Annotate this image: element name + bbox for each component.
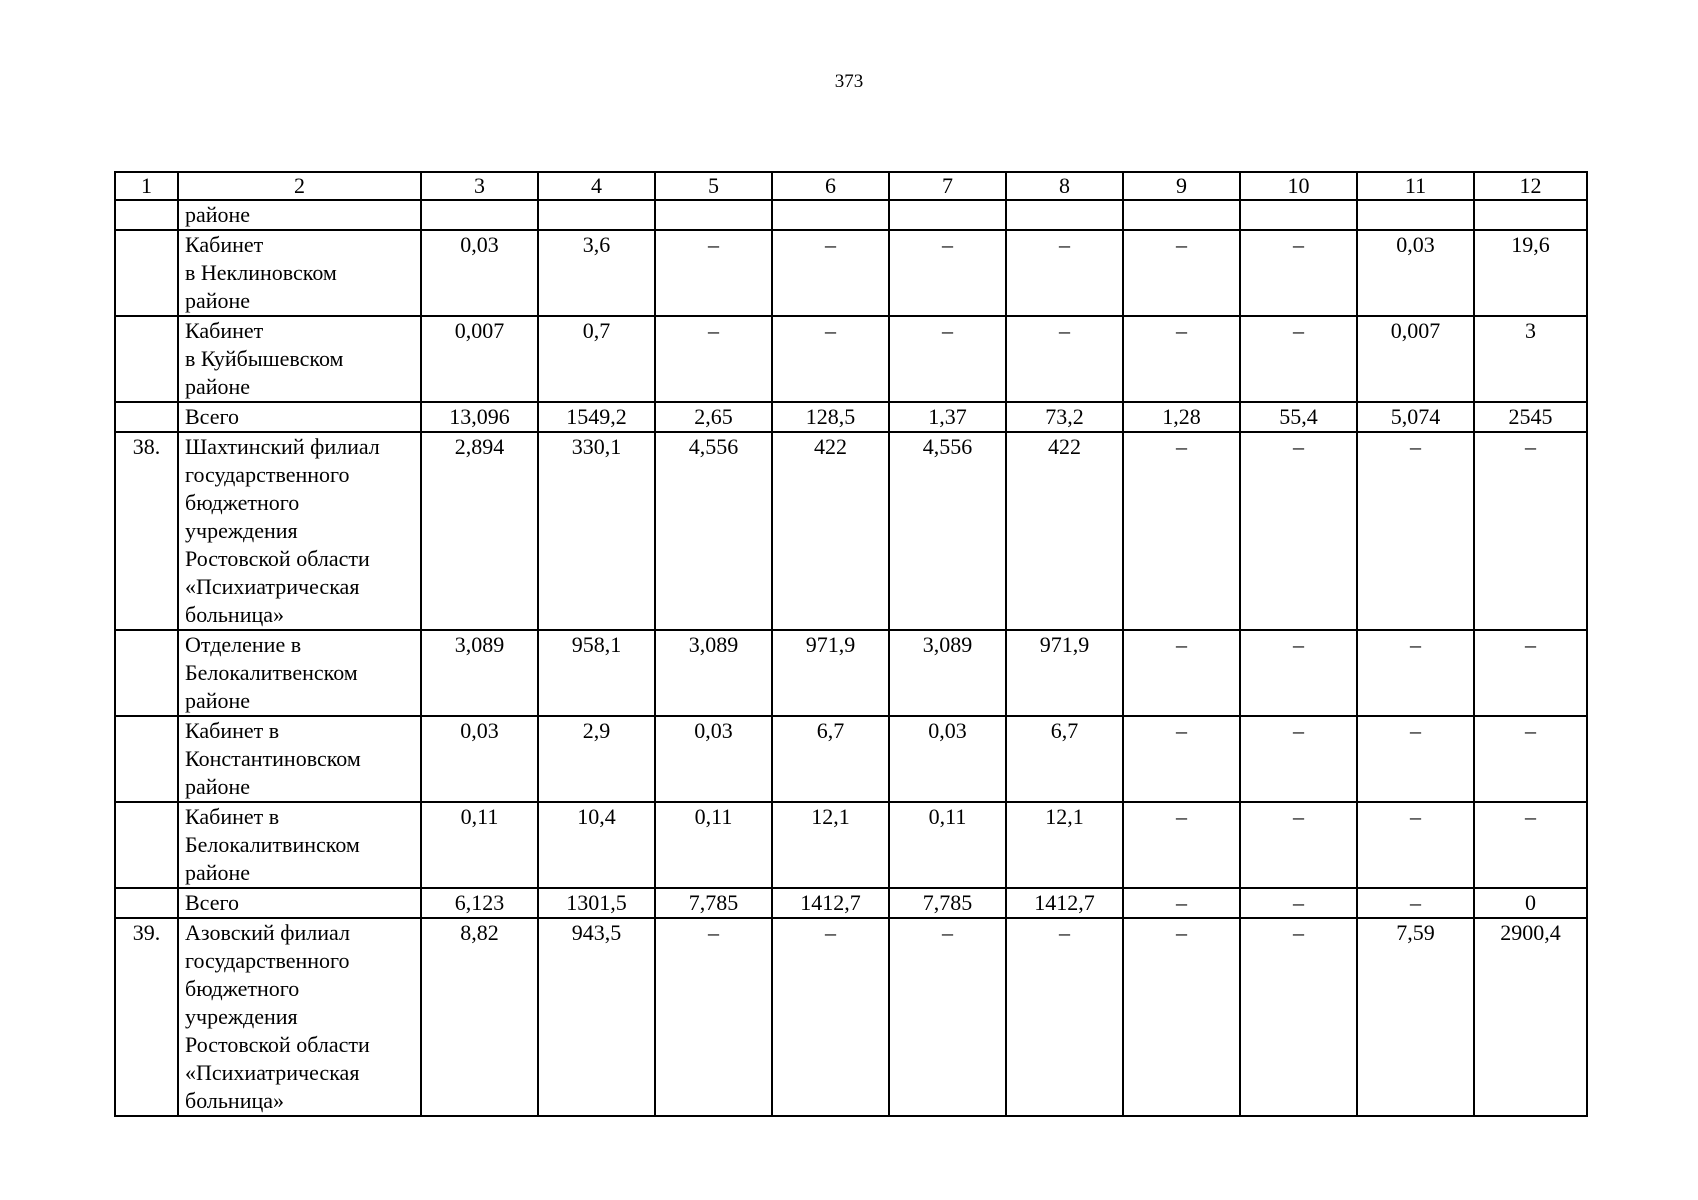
- table-row: [115, 432, 1587, 630]
- row-number: [115, 230, 178, 316]
- value-cell: –: [1123, 630, 1240, 716]
- name-line: учреждения: [185, 1004, 298, 1029]
- name-line: Кабинет: [185, 318, 264, 343]
- value-cell: 0,03: [421, 230, 538, 316]
- value-cell: 73,2: [1006, 402, 1123, 432]
- value-cell: 5,074: [1357, 402, 1474, 432]
- value-cell: 6,7: [1006, 716, 1123, 802]
- value-cell: 3,089: [421, 630, 538, 716]
- name-line: бюджетного: [185, 976, 300, 1001]
- name-line: Всего: [185, 404, 239, 429]
- value-cell: –: [1006, 316, 1123, 402]
- row-number: [115, 630, 178, 716]
- value-cell: –: [1240, 432, 1357, 630]
- value-cell: –: [1240, 316, 1357, 402]
- name-line: учреждения: [185, 518, 298, 543]
- value-cell: –: [1357, 802, 1474, 888]
- value-cell: [538, 200, 655, 230]
- name-line: районе: [185, 860, 251, 885]
- value-cell: –: [655, 918, 772, 1116]
- value-cell: 422: [1006, 432, 1123, 630]
- value-cell: –: [1123, 432, 1240, 630]
- column-number-header: 10: [1240, 172, 1357, 200]
- value-cell: –: [1357, 888, 1474, 918]
- row-number: [115, 716, 178, 802]
- value-cell: 1,28: [1123, 402, 1240, 432]
- column-number-header: 4: [538, 172, 655, 200]
- name-line: Кабинет в: [185, 718, 280, 743]
- table-row: [115, 888, 1587, 918]
- value-cell: –: [1357, 432, 1474, 630]
- column-number-header: 1: [115, 172, 178, 200]
- value-cell: [1006, 200, 1123, 230]
- value-cell: –: [889, 230, 1006, 316]
- value-cell: 7,59: [1357, 918, 1474, 1116]
- value-cell: 1412,7: [1006, 888, 1123, 918]
- value-cell: –: [889, 918, 1006, 1116]
- institution-name: [178, 918, 421, 1116]
- name-line: «Психиатрическая: [185, 574, 360, 599]
- name-line: Кабинет в: [185, 804, 280, 829]
- column-number-header: 2: [178, 172, 421, 200]
- value-cell: 1412,7: [772, 888, 889, 918]
- value-cell: [889, 200, 1006, 230]
- column-number-header: 11: [1357, 172, 1474, 200]
- name-line: больница»: [185, 602, 284, 627]
- column-number-header: 6: [772, 172, 889, 200]
- name-line: Ростовской области: [185, 546, 370, 571]
- value-cell: –: [1240, 630, 1357, 716]
- column-number-header: 7: [889, 172, 1006, 200]
- value-cell: –: [889, 316, 1006, 402]
- value-cell: 943,5: [538, 918, 655, 1116]
- data-table: [114, 171, 1588, 1117]
- value-cell: 7,785: [889, 888, 1006, 918]
- institution-name: [178, 432, 421, 630]
- value-cell: 6,7: [772, 716, 889, 802]
- value-cell: –: [772, 316, 889, 402]
- name-line: «Психиатрическая: [185, 1060, 360, 1085]
- value-cell: 2,894: [421, 432, 538, 630]
- name-line: государственного: [185, 948, 350, 973]
- institution-name: [178, 802, 421, 888]
- column-number-header: 3: [421, 172, 538, 200]
- value-cell: –: [1240, 802, 1357, 888]
- value-cell: 0,11: [421, 802, 538, 888]
- value-cell: 0,03: [889, 716, 1006, 802]
- value-cell: –: [1474, 432, 1587, 630]
- name-line: Ростовской области: [185, 1032, 370, 1057]
- name-line: Константиновском: [185, 746, 361, 771]
- column-number-header: 8: [1006, 172, 1123, 200]
- institution-name: [178, 888, 421, 918]
- value-cell: 1301,5: [538, 888, 655, 918]
- row-number: [115, 200, 178, 230]
- value-cell: 330,1: [538, 432, 655, 630]
- name-line: Кабинет: [185, 232, 264, 257]
- value-cell: 8,82: [421, 918, 538, 1116]
- value-cell: 0,03: [1357, 230, 1474, 316]
- name-line: районе: [185, 202, 251, 227]
- row-number: [115, 802, 178, 888]
- value-cell: –: [1240, 716, 1357, 802]
- name-line: бюджетного: [185, 490, 300, 515]
- name-line: Белокалитвинском: [185, 832, 360, 857]
- value-cell: 0,03: [655, 716, 772, 802]
- page-number: 373: [834, 71, 864, 92]
- value-cell: 4,556: [655, 432, 772, 630]
- value-cell: –: [1123, 888, 1240, 918]
- table-row: [115, 802, 1587, 888]
- name-line: в Неклиновском: [185, 260, 337, 285]
- value-cell: 3: [1474, 316, 1587, 402]
- name-line: районе: [185, 288, 251, 313]
- name-line: больница»: [185, 1088, 284, 1113]
- name-line: Азовский филиал: [185, 920, 350, 945]
- table-row: [115, 918, 1587, 1116]
- name-line: районе: [185, 774, 251, 799]
- name-line: государственного: [185, 462, 350, 487]
- table-row: [115, 402, 1587, 432]
- value-cell: 0,7: [538, 316, 655, 402]
- column-number-header: 9: [1123, 172, 1240, 200]
- table-row: [115, 200, 1587, 230]
- value-cell: –: [772, 230, 889, 316]
- value-cell: 1549,2: [538, 402, 655, 432]
- value-cell: [772, 200, 889, 230]
- value-cell: –: [1357, 716, 1474, 802]
- institution-name: [178, 316, 421, 402]
- value-cell: 3,089: [889, 630, 1006, 716]
- value-cell: –: [1123, 716, 1240, 802]
- value-cell: 128,5: [772, 402, 889, 432]
- value-cell: 2,9: [538, 716, 655, 802]
- institution-name: [178, 630, 421, 716]
- value-cell: –: [1240, 230, 1357, 316]
- value-cell: 12,1: [772, 802, 889, 888]
- row-number: 38.: [115, 432, 178, 630]
- value-cell: [421, 200, 538, 230]
- table-header-row: [115, 172, 1587, 200]
- value-cell: 1,37: [889, 402, 1006, 432]
- value-cell: 0,11: [889, 802, 1006, 888]
- name-line: Белокалитвенском: [185, 660, 358, 685]
- value-cell: –: [655, 316, 772, 402]
- name-line: Всего: [185, 890, 239, 915]
- value-cell: 971,9: [772, 630, 889, 716]
- value-cell: –: [1357, 630, 1474, 716]
- table-row: [115, 716, 1587, 802]
- name-line: Шахтинский филиал: [185, 434, 380, 459]
- institution-name: [178, 200, 421, 230]
- value-cell: [1240, 200, 1357, 230]
- value-cell: 4,556: [889, 432, 1006, 630]
- value-cell: 12,1: [1006, 802, 1123, 888]
- value-cell: 55,4: [1240, 402, 1357, 432]
- table-row: [115, 630, 1587, 716]
- value-cell: 2,65: [655, 402, 772, 432]
- value-cell: 0,03: [421, 716, 538, 802]
- value-cell: –: [1123, 802, 1240, 888]
- row-number: [115, 888, 178, 918]
- value-cell: 6,123: [421, 888, 538, 918]
- row-number: [115, 402, 178, 432]
- row-number: 39.: [115, 918, 178, 1116]
- value-cell: –: [1474, 802, 1587, 888]
- value-cell: –: [1006, 918, 1123, 1116]
- row-number: [115, 316, 178, 402]
- value-cell: –: [1123, 918, 1240, 1116]
- value-cell: 2900,4: [1474, 918, 1587, 1116]
- name-line: районе: [185, 374, 251, 399]
- value-cell: –: [772, 918, 889, 1116]
- value-cell: –: [1474, 716, 1587, 802]
- name-line: Отделение в: [185, 632, 302, 657]
- value-cell: –: [1240, 888, 1357, 918]
- value-cell: 0,007: [421, 316, 538, 402]
- value-cell: 958,1: [538, 630, 655, 716]
- institution-name: [178, 230, 421, 316]
- value-cell: –: [1123, 230, 1240, 316]
- table-row: [115, 316, 1587, 402]
- value-cell: [1474, 200, 1587, 230]
- value-cell: 7,785: [655, 888, 772, 918]
- value-cell: [655, 200, 772, 230]
- value-cell: –: [655, 230, 772, 316]
- column-number-header: 12: [1474, 172, 1587, 200]
- table-row: [115, 230, 1587, 316]
- value-cell: 0,11: [655, 802, 772, 888]
- value-cell: 19,6: [1474, 230, 1587, 316]
- value-cell: 3,089: [655, 630, 772, 716]
- institution-name: [178, 716, 421, 802]
- name-line: в Куйбышевском: [185, 346, 344, 371]
- value-cell: 971,9: [1006, 630, 1123, 716]
- column-number-header: 5: [655, 172, 772, 200]
- value-cell: 13,096: [421, 402, 538, 432]
- name-line: районе: [185, 688, 251, 713]
- value-cell: 3,6: [538, 230, 655, 316]
- value-cell: –: [1123, 316, 1240, 402]
- value-cell: [1357, 200, 1474, 230]
- value-cell: 0,007: [1357, 316, 1474, 402]
- value-cell: –: [1006, 230, 1123, 316]
- value-cell: [1123, 200, 1240, 230]
- value-cell: 2545: [1474, 402, 1587, 432]
- institution-name: [178, 402, 421, 432]
- value-cell: 0: [1474, 888, 1587, 918]
- value-cell: 422: [772, 432, 889, 630]
- value-cell: –: [1240, 918, 1357, 1116]
- value-cell: –: [1474, 630, 1587, 716]
- value-cell: 10,4: [538, 802, 655, 888]
